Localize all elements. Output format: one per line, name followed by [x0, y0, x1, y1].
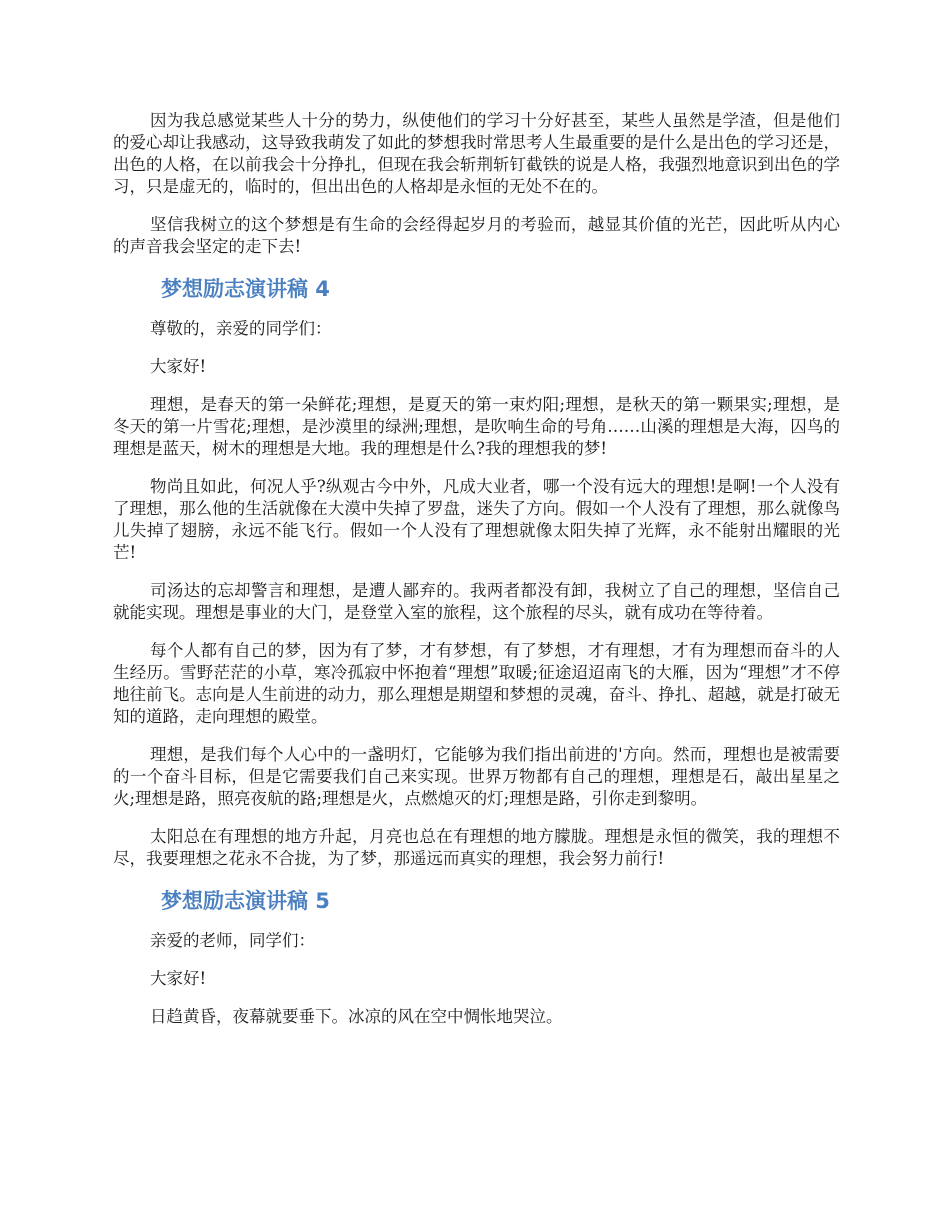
body-paragraph: 司汤达的忘却警言和理想，是遭人鄙弃的。我两者都没有卸，我树立了自己的理想，坚信自己就能实现。理想是事业的大门，是登堂入室的旅程，这个旅程的尽头，就有成功在等待着。	[113, 581, 840, 622]
salutation: 亲爱的老师，同学们：	[150, 931, 315, 950]
body-paragraph: 理想，是春天的第一朵鲜花;理想，是夏天的第一束灼阳;理想，是秋天的第一颗果实;理想，是冬天的第一片雪花;理想，是沙漠里的绿洲;理想，是吹响生命的号角……山溪的理想是大海，囚鸟的理想是蓝天，树木的理想是大地。我的理想是什么?我的理想我的梦!	[113, 395, 840, 458]
body-paragraph: 坚信我树立的这个梦想是有生命的会经得起岁月的考验而，越显其价值的光芒，因此听从内心的声音我会坚定的走下去!	[113, 215, 840, 256]
body-paragraph: 太阳总在有理想的地方升起，月亮也总在有理想的地方朦胧。理想是永恒的微笑，我的理想不尽，我要理想之花永不合拢，为了梦，那遥远而真实的理想，我会努力前行!	[113, 827, 840, 868]
document-page	[113, 110, 840, 1044]
section-heading: 梦想励志演讲稿 4	[161, 277, 330, 301]
section-heading: 梦想励志演讲稿 5	[161, 889, 330, 913]
body-paragraph: 日趋黄昏，夜幕就要垂下。冰凉的风在空中惆怅地哭泣。	[150, 1007, 563, 1026]
body-paragraph: 物尚且如此，何况人乎?纵观古今中外，凡成大业者，哪一个没有远大的理想!是啊!一个人没有了理想，那么他的生活就像在大漠中失掉了罗盘，迷失了方向。假如一个人没有了理想，那么就像鸟儿失掉了翅膀，永远不能飞行。假如一个人没有了理想就像太阳失掉了光辉，永不能射出耀眼的光芒!	[113, 477, 840, 562]
greeting: 大家好!	[150, 969, 207, 988]
salutation: 尊敬的，亲爱的同学们：	[150, 319, 332, 338]
greeting: 大家好!	[150, 357, 207, 376]
body-paragraph: 理想，是我们每个人心中的一盏明灯，它能够为我们指出前进的'方向。然而，理想也是被需要的一个奋斗目标，但是它需要我们自己来实现。世界万物都有自己的理想，理想是石，敲出星星之火;理想是路，照亮夜航的路;理想是火，点燃熄灭的灯;理想是路，引你走到黎明。	[113, 745, 840, 808]
body-paragraph: 因为我总感觉某些人十分的势力，纵使他们的学习十分好甚至，某些人虽然是学渣，但是他们的爱心却让我感动，这导致我萌发了如此的梦想我时常思考人生最重要的是什么是出色的学习还是，出色的人格，在以前我会十分挣扎，但现在我会斩荆斩钉截铁的说是人格，我强烈地意识到出色的学习，只是虚无的，临时的，但出出色的人格却是永恒的无处不在的。	[113, 111, 840, 196]
body-paragraph: 每个人都有自己的梦，因为有了梦，才有梦想，有了梦想，才有理想，才有为理想而奋斗的人生经历。雪野茫茫的小草，寒冷孤寂中怀抱着“理想”取暖;征途迢迢南飞的大雁，因为“理想”才不停地往前飞。志向是人生前进的动力，那么理想是期望和梦想的灵魂，奋斗、挣扎、超越，就是打破无知的道路，走向理想的殿堂。	[113, 641, 840, 726]
